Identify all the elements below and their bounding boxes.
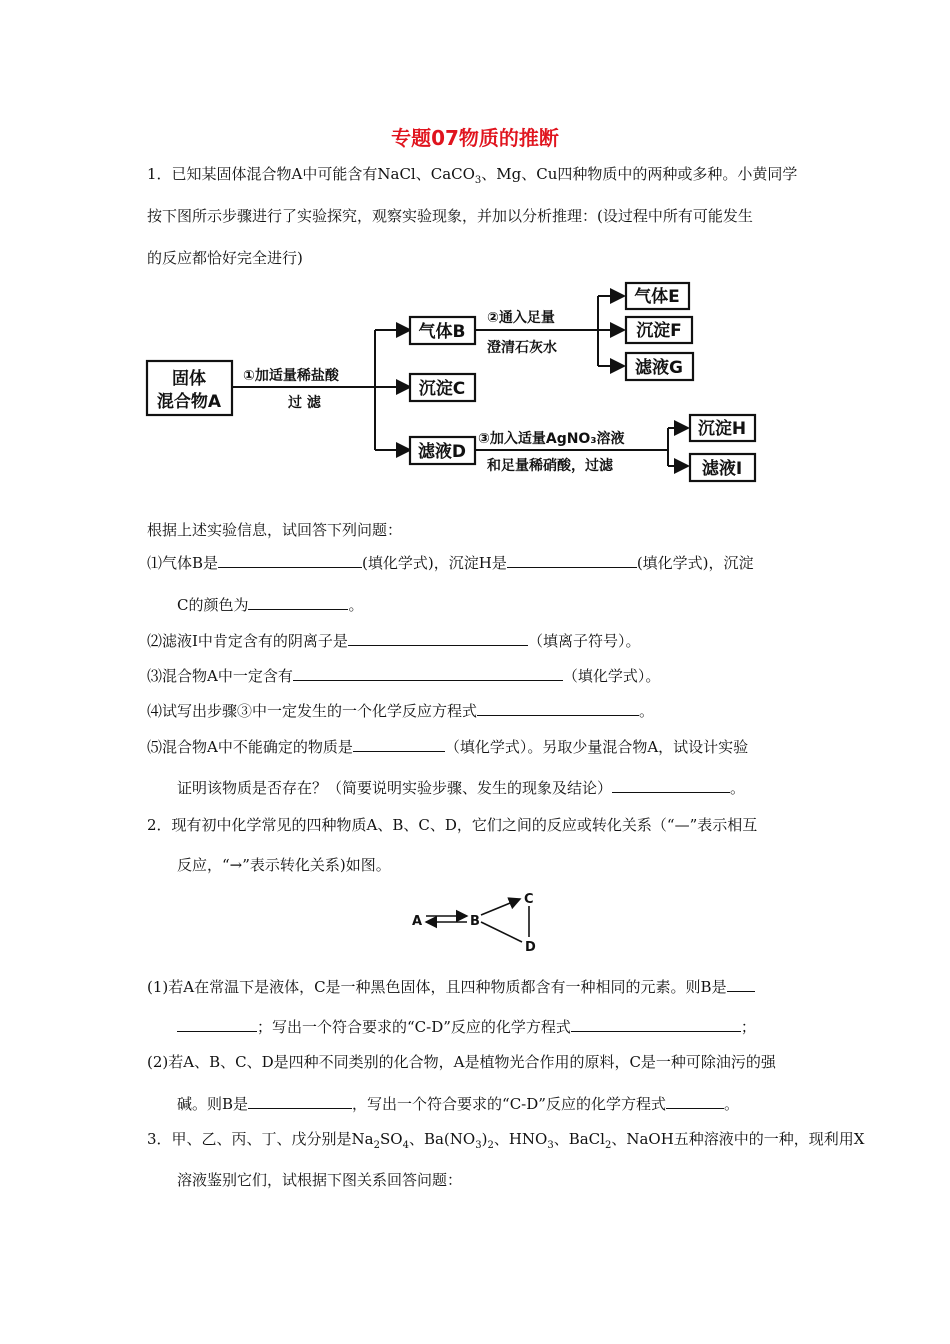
q3-text-2: SO <box>380 1130 403 1148</box>
box-precipitate-c <box>410 374 475 401</box>
q3-sub-1: 2 <box>373 1140 380 1151</box>
q1-p2-text-b: （填离子符号）。 <box>527 632 641 650</box>
answer-blank-q2-b2[interactable] <box>248 1092 352 1109</box>
q2-part-1-cont <box>177 1015 756 1037</box>
q3-sub-2: 4 <box>402 1140 409 1151</box>
answer-blank-anion[interactable] <box>348 629 528 646</box>
q2-p1-text-c: ； <box>740 1018 756 1036</box>
q1-p1-text-e: 。 <box>348 596 364 614</box>
box-precipitate-h-label: 沉淀H <box>697 419 747 439</box>
q3-text-5: 、HNO <box>493 1130 548 1148</box>
q1-part-3 <box>147 664 660 686</box>
step-3-label-2: 和足量稀硝酸，过滤 <box>487 458 613 474</box>
box-precipitate-f <box>626 317 692 343</box>
page-title: 专题07物质的推断 <box>391 126 559 150</box>
q3-sub-3: 3 <box>475 1140 482 1151</box>
q3-text-7: 、NaOH五种溶液中的一种，现利用X <box>611 1130 865 1148</box>
box-precipitate-h <box>690 415 755 441</box>
q1-part-5-cont <box>177 776 745 798</box>
q2-line-2: 反应，“→”表示转化关系)如图。 <box>177 856 391 874</box>
q1-part-4 <box>147 699 654 721</box>
q2-p2-text-d: 。 <box>723 1095 739 1113</box>
box-gas-e <box>626 283 689 309</box>
box-filtrate-i-label: 滤液I <box>701 459 743 479</box>
q3-line-2: 溶液鉴别它们，试根据下图关系回答问题： <box>177 1171 463 1189</box>
q1-line-1-sub: 3 <box>474 175 482 186</box>
q3-text-4: ) <box>481 1130 488 1148</box>
box-precipitate-f-label: 沉淀F <box>636 321 682 341</box>
q2-node-c: C <box>524 892 534 907</box>
q1-p1-text-d: C的颜色为 <box>177 596 249 614</box>
box-gas-e-label: 气体E <box>634 287 680 307</box>
step-1-label: ①加适量稀盐酸 <box>243 368 339 384</box>
q1-p4-text-a: ⑷试写出步骤③中一定发生的一个化学反应方程式 <box>147 702 478 720</box>
q1-line-1-text: 1．已知某固体混合物A中可能含有NaCl、CaCO <box>147 165 475 183</box>
box-precipitate-c-label: 沉淀C <box>418 379 466 399</box>
q1-p2-text-a: ⑵滤液I中肯定含有的阴离子是 <box>147 632 348 650</box>
q1-part-1-cont <box>177 593 364 615</box>
box-gas-b-label: 气体B <box>418 322 466 342</box>
step-2-label-2: 澄清石灰水 <box>487 340 557 356</box>
q1-p5-text-d: 。 <box>730 779 746 797</box>
answer-blank-experiment[interactable] <box>612 776 730 793</box>
answer-blank-uncertain[interactable] <box>353 735 445 752</box>
q1-p3-text-a: ⑶混合物A中一定含有 <box>147 667 293 685</box>
answer-blank-q2-b1[interactable] <box>727 975 755 992</box>
q3-text-1: 3．甲、乙、丙、丁、戊分别是Na <box>147 1130 374 1148</box>
q3-text-6: 、BaCl <box>553 1130 605 1148</box>
q2-p1-text-a: (1)若A在常温下是液体，C是一种黑色固体，且四种物质都含有一种相同的元素。则B是 <box>147 978 727 996</box>
q2-part-1 <box>147 975 755 997</box>
answer-blank-gas-b[interactable] <box>218 551 362 568</box>
q1-p1-text-b: (填化学式)，沉淀H是 <box>362 554 507 572</box>
q1-p4-text-b: 。 <box>639 702 655 720</box>
q2-node-b: B <box>470 914 480 929</box>
q2-p1-text-b: ；写出一个符合要求的“C-D”反应的化学方程式 <box>257 1018 571 1036</box>
q3-sub-5: 3 <box>547 1140 554 1151</box>
answer-blank-color-c[interactable] <box>248 593 348 610</box>
q2-p2-text-c: ，写出一个符合要求的“C-D”反应的化学方程式 <box>352 1095 666 1113</box>
box-filtrate-d <box>410 437 475 464</box>
answer-blank-q2-b1-cont[interactable] <box>177 1015 257 1032</box>
q3-sub-6: 2 <box>604 1140 612 1151</box>
q2-part-2-cont <box>177 1092 739 1114</box>
q1-p5-text-b: （填化学式）。另取少量混合物A，试设计实验 <box>444 738 749 756</box>
q2-node-d: D <box>525 940 536 955</box>
box-filtrate-g-label: 滤液G <box>635 358 683 378</box>
q1-intro: 根据上述实验信息，试回答下列问题： <box>147 521 403 539</box>
box-filtrate-i <box>690 454 755 481</box>
box-a-label-1: 固体 <box>172 369 206 389</box>
step-1-filter: 过 滤 <box>288 395 321 411</box>
q1-part-2 <box>147 629 640 651</box>
box-solid-mixture-a <box>147 361 232 415</box>
q1-line-2: 按下图所示步骤进行了实验探究，观察实验现象，并加以分析推理：(设过程中所有可能发生 <box>147 207 753 225</box>
q1-p5-text-c: 证明该物质是否存在？（简要说明实验步骤、发生的现象及结论） <box>177 779 613 797</box>
q1-part-1 <box>147 551 754 573</box>
q1-line-1-end: 、Mg、Cu四种物质中的两种或多种。小黄同学 <box>481 165 798 183</box>
answer-blank-must-contain[interactable] <box>293 664 563 681</box>
q2-diagram <box>412 892 536 955</box>
q1-p1-text-a: ⑴气体B是 <box>147 554 219 572</box>
q1-p3-text-b: （填化学式）。 <box>562 667 661 685</box>
answer-blank-equation[interactable] <box>477 699 639 716</box>
answer-blank-q2-eq1[interactable] <box>571 1015 741 1032</box>
answer-blank-q2-eq2[interactable] <box>666 1092 724 1109</box>
q1-p1-text-c: (填化学式)，沉淀 <box>636 554 754 572</box>
q2-node-a: A <box>412 914 423 929</box>
box-gas-b <box>410 317 475 344</box>
step-3-label: ③加入适量AgNO₃溶液 <box>478 431 625 447</box>
q1-p5-text-a: ⑸混合物A中不能确定的物质是 <box>147 738 353 756</box>
q3-text-3: 、Ba(NO <box>408 1130 476 1148</box>
q3-sub-4: 2 <box>487 1140 494 1151</box>
q2-part-2: (2)若A、B、C、D是四种不同类别的化合物，A是植物光合作用的原料，C是一种可除油污的强 <box>147 1053 776 1071</box>
box-filtrate-g <box>626 353 693 380</box>
q2-p2-text-b: 碱。则B是 <box>177 1095 249 1113</box>
step-2-label: ②通入足量 <box>487 310 555 326</box>
q2-line-1: 2．现有初中化学常见的四种物质A、B、C、D，它们之间的反应或转化关系（“—”表示相互 <box>147 816 758 834</box>
q1-line-3: 的反应都恰好完全进行) <box>147 249 303 267</box>
q1-part-5 <box>147 735 748 757</box>
box-filtrate-d-label: 滤液D <box>417 442 467 462</box>
answer-blank-ppt-h[interactable] <box>507 551 637 568</box>
q3-line-1 <box>147 1129 864 1156</box>
box-a-label-2: 混合物A <box>156 392 222 412</box>
